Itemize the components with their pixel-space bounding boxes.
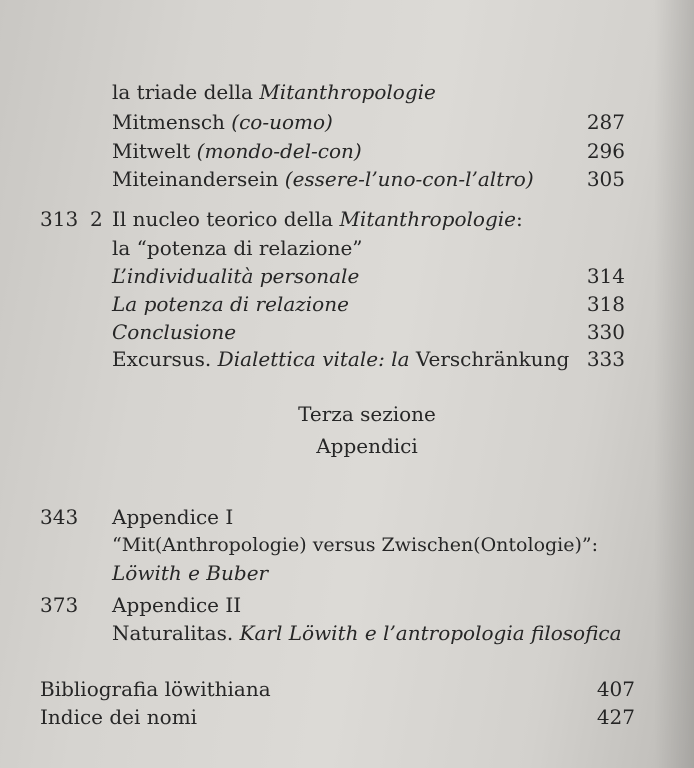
appendix-page: 343 [40,505,79,529]
appendix-page: 373 [40,593,79,617]
entry-text: Excursus. [112,347,218,371]
toc-entry [112,167,534,191]
chapter-title [112,207,523,231]
entry-italic: Mitanthropologie [259,80,436,104]
entry-text: Il nucleo teorico della [112,207,340,231]
entry-text: la triade della [112,80,260,104]
entry-text: Miteinandersein [112,167,285,191]
entry-italic: Mitanthropologie [339,207,516,231]
toc-entry [112,347,569,371]
page-number: 330 [586,320,625,344]
section-subtitle: Appendici [316,434,418,458]
entry-text: Verschränkung [415,347,570,371]
chapter-title-continued [112,236,363,260]
entry-text: la “potenza di relazione” [112,236,363,260]
entry-text: Mitwelt [112,139,197,163]
chapter-number: 2 [90,207,103,231]
appendix-title [112,621,622,645]
entry-italic: la [384,347,416,371]
page-number: 296 [586,139,625,163]
entry-italic: (essere-l’uno-con-l’altro) [284,167,534,191]
entry-italic: (co-uomo) [231,110,333,134]
toc-entry [112,110,333,134]
section-title: Terza sezione [298,402,436,426]
chapter-start-page: 313 [40,207,79,231]
page-number: 287 [586,110,625,134]
page-number: 318 [586,292,625,316]
entry-italic: (mondo-del-con) [196,139,362,163]
toc-entry: Conclusione [112,320,237,344]
entry-text: Mitmensch [112,110,232,134]
entry-italic: Karl Löwith e l’antropologia filosofica [239,621,622,645]
toc-entry [112,139,362,163]
bibliography-entry: Bibliografia löwithiana [40,677,271,701]
page-number: 407 [596,677,635,701]
appendix-label: Appendice I [112,505,234,529]
appendix-title: “Mit(Anthropologie) versus Zwischen(Ontologie)”: [112,534,599,556]
page-number: 314 [586,264,625,288]
page-number: 427 [596,705,635,729]
entry-text: Naturalitas. [112,621,240,645]
page-edge-shadow [654,0,694,768]
toc-entry: L’individualità personale [112,264,360,288]
appendix-subtitle: Löwith e Buber [112,561,269,585]
toc-entry: La potenza di relazione [112,292,349,316]
entry-italic: Dialettica vitale: [217,347,385,371]
page-number: 305 [586,167,625,191]
entry-text: : [516,207,523,231]
index-entry: Indice dei nomi [40,705,198,729]
toc-entry [112,80,436,104]
page-number: 333 [586,347,625,371]
appendix-label: Appendice II [112,593,242,617]
